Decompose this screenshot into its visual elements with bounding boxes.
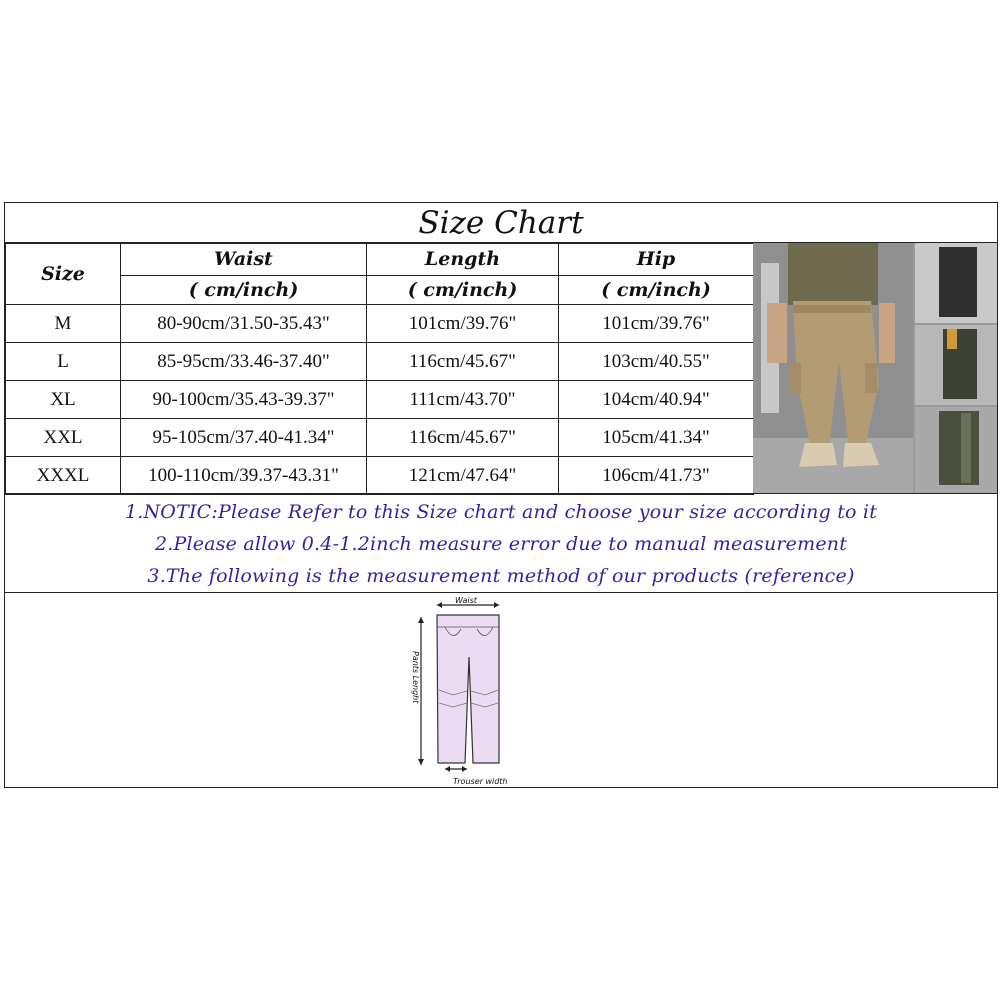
- cell-hip: 101cm/39.76": [559, 305, 754, 343]
- cell-waist: 100-110cm/39.37-43.31": [121, 457, 367, 495]
- header-row: [6, 244, 754, 276]
- cell-size: XXL: [6, 419, 121, 457]
- note-3: 3.The following is the measurement method of our products (reference): [147, 565, 855, 587]
- cell-length: 116cm/45.67": [367, 419, 559, 457]
- product-photo-illustration: [753, 243, 997, 493]
- cell-waist: 80-90cm/31.50-35.43": [121, 305, 367, 343]
- cell-size: XL: [6, 381, 121, 419]
- unit-length: ( cm/inch): [367, 275, 559, 304]
- cell-hip: 106cm/41.73": [559, 457, 754, 495]
- cell-length: 101cm/39.76": [367, 305, 559, 343]
- chart-title: Size Chart: [5, 203, 997, 243]
- cell-length: 116cm/45.67": [367, 343, 559, 381]
- cell-hip: 105cm/41.34": [559, 419, 754, 457]
- cell-hip: 104cm/40.94": [559, 381, 754, 419]
- cell-length: 111cm/43.70": [367, 381, 559, 419]
- unit-hip: ( cm/inch): [559, 275, 754, 304]
- unit-waist: ( cm/inch): [121, 275, 367, 304]
- note-1: 1.NOTIC:Please Refer to this Size chart and choose your size according to it: [124, 501, 878, 523]
- note-2: 2.Please allow 0.4-1.2inch measure error due to manual measurement: [154, 533, 848, 555]
- header-length: Length: [367, 244, 559, 276]
- cell-waist: 90-100cm/35.43-39.37": [121, 381, 367, 419]
- cell-hip: 103cm/40.55": [559, 343, 754, 381]
- header-size: Size: [6, 244, 121, 305]
- table-row: [6, 343, 754, 381]
- size-table: [5, 243, 754, 495]
- length-label: Pants Lenght: [411, 651, 420, 704]
- header-waist: Waist: [121, 244, 367, 276]
- cell-waist: 85-95cm/33.46-37.40": [121, 343, 367, 381]
- measurement-diagram: [405, 595, 535, 787]
- size-chart: [4, 202, 998, 788]
- cell-size: XXXL: [6, 457, 121, 495]
- table-row: [6, 457, 754, 495]
- table-row: [6, 381, 754, 419]
- cell-waist: 95-105cm/37.40-41.34": [121, 419, 367, 457]
- header-hip: Hip: [559, 244, 754, 276]
- cell-length: 121cm/47.64": [367, 457, 559, 495]
- pants-outline: [437, 615, 499, 763]
- cell-size: L: [6, 343, 121, 381]
- product-photo: [753, 243, 997, 493]
- pants-diagram: [405, 595, 535, 787]
- cell-size: M: [6, 305, 121, 343]
- table-row: [6, 419, 754, 457]
- width-label: Trouser width: [453, 777, 508, 786]
- notes-section: [5, 493, 997, 593]
- table-row: [6, 305, 754, 343]
- waist-label: Waist: [455, 596, 477, 605]
